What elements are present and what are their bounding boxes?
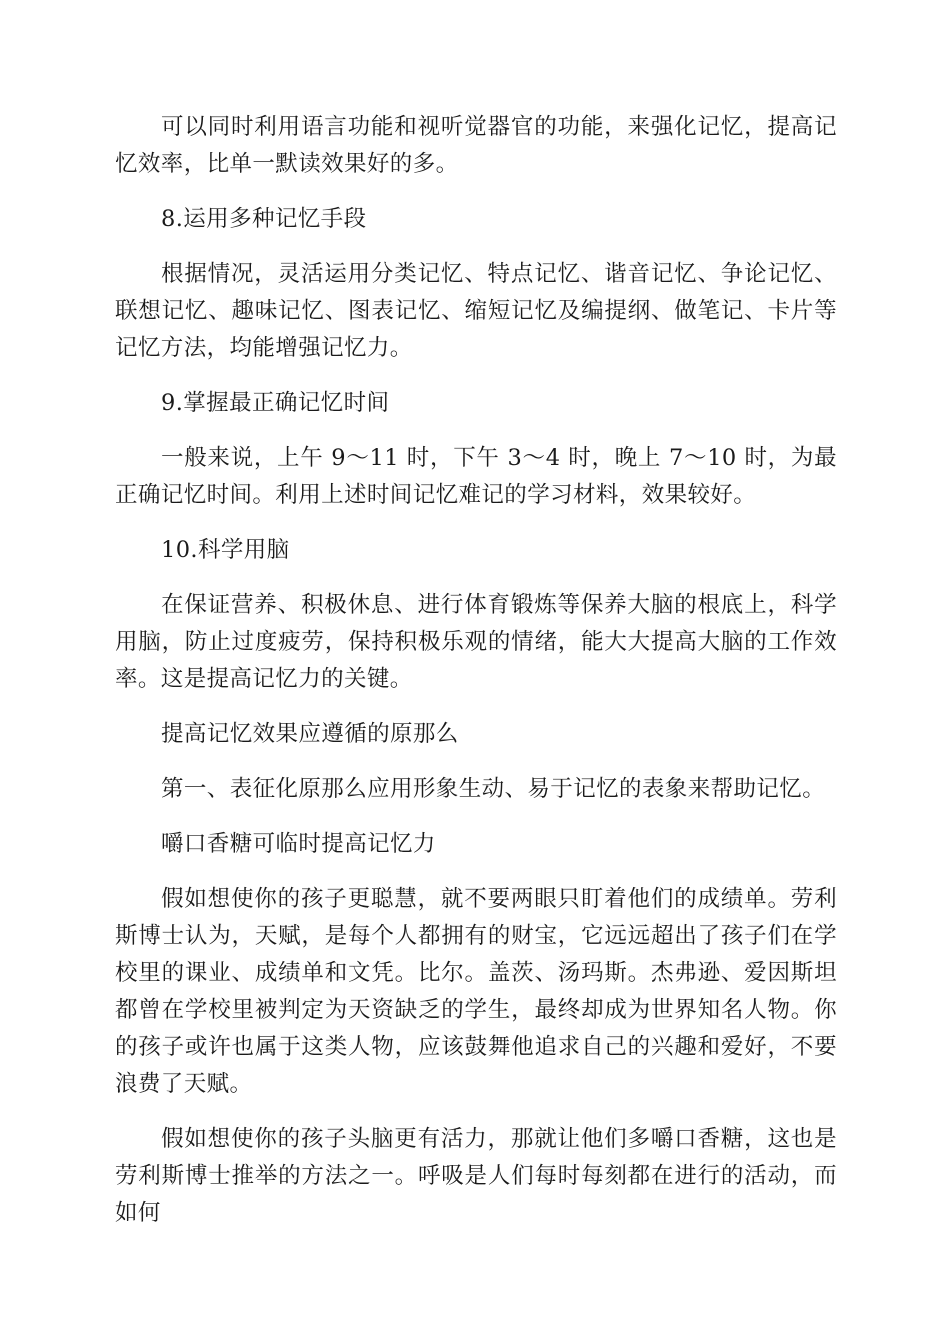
paragraph: 可以同时利用语言功能和视听觉器官的功能，来强化记忆，提高记忆效率，比单一默读效果好的多。 xyxy=(115,114,837,177)
paragraph: 在保证营养、积极休息、进行体育锻炼等保养大脑的根底上，科学用脑，防止过度疲劳，保持积极乐观的情绪，能大大提高大脑的工作效率。这是提高记忆力的关键。 xyxy=(115,592,837,692)
section-heading: 嚼口香糖可临时提高记忆力 xyxy=(161,831,436,857)
document-body xyxy=(115,109,837,1250)
paragraph: 根据情况，灵活运用分类记忆、特点记忆、谐音记忆、争论记忆、联想记忆、趣味记忆、图表记忆、缩短记忆及编提纲、做笔记、卡片等记忆方法，均能增强记忆力。 xyxy=(115,261,837,361)
section-heading: 8.运用多种记忆手段 xyxy=(161,206,367,232)
paragraph: 一般来说，上午 9～11 时，下午 3～4 时，晚上 7～10 时，为最正确记忆时间。利用上述时间记忆难记的学习材料，效果较好。 xyxy=(115,445,837,508)
section-heading: 提高记忆效果应遵循的原那么 xyxy=(161,721,459,747)
section-heading: 9.掌握最正确记忆时间 xyxy=(161,390,390,416)
principle-line: 第一、表征化原那么应用形象生动、易于记忆的表象来帮助记忆。 xyxy=(161,776,826,802)
paragraph: 假如想使你的孩子头脑更有活力，那就让他们多嚼口香糖，这也是劳利斯博士推举的方法之一。呼吸是人们每时每刻都在进行的活动，而如何 xyxy=(115,1126,837,1226)
paragraph: 假如想使你的孩子更聪慧，就不要两眼只盯着他们的成绩单。劳利斯博士认为，天赋，是每个人都拥有的财宝，它远远超出了孩子们在学校里的课业、成绩单和文凭。比尔。盖茨、汤玛斯。杰弗逊、爱因斯坦都曾在学校里被判定为天资缺乏的学生，最终却成为世界知名人物。你的孩子或许也属于这类人物，应该鼓舞他追求自己的兴趣和爱好，不要浪费了天赋。 xyxy=(115,886,837,1097)
section-heading: 10.科学用脑 xyxy=(161,537,290,563)
